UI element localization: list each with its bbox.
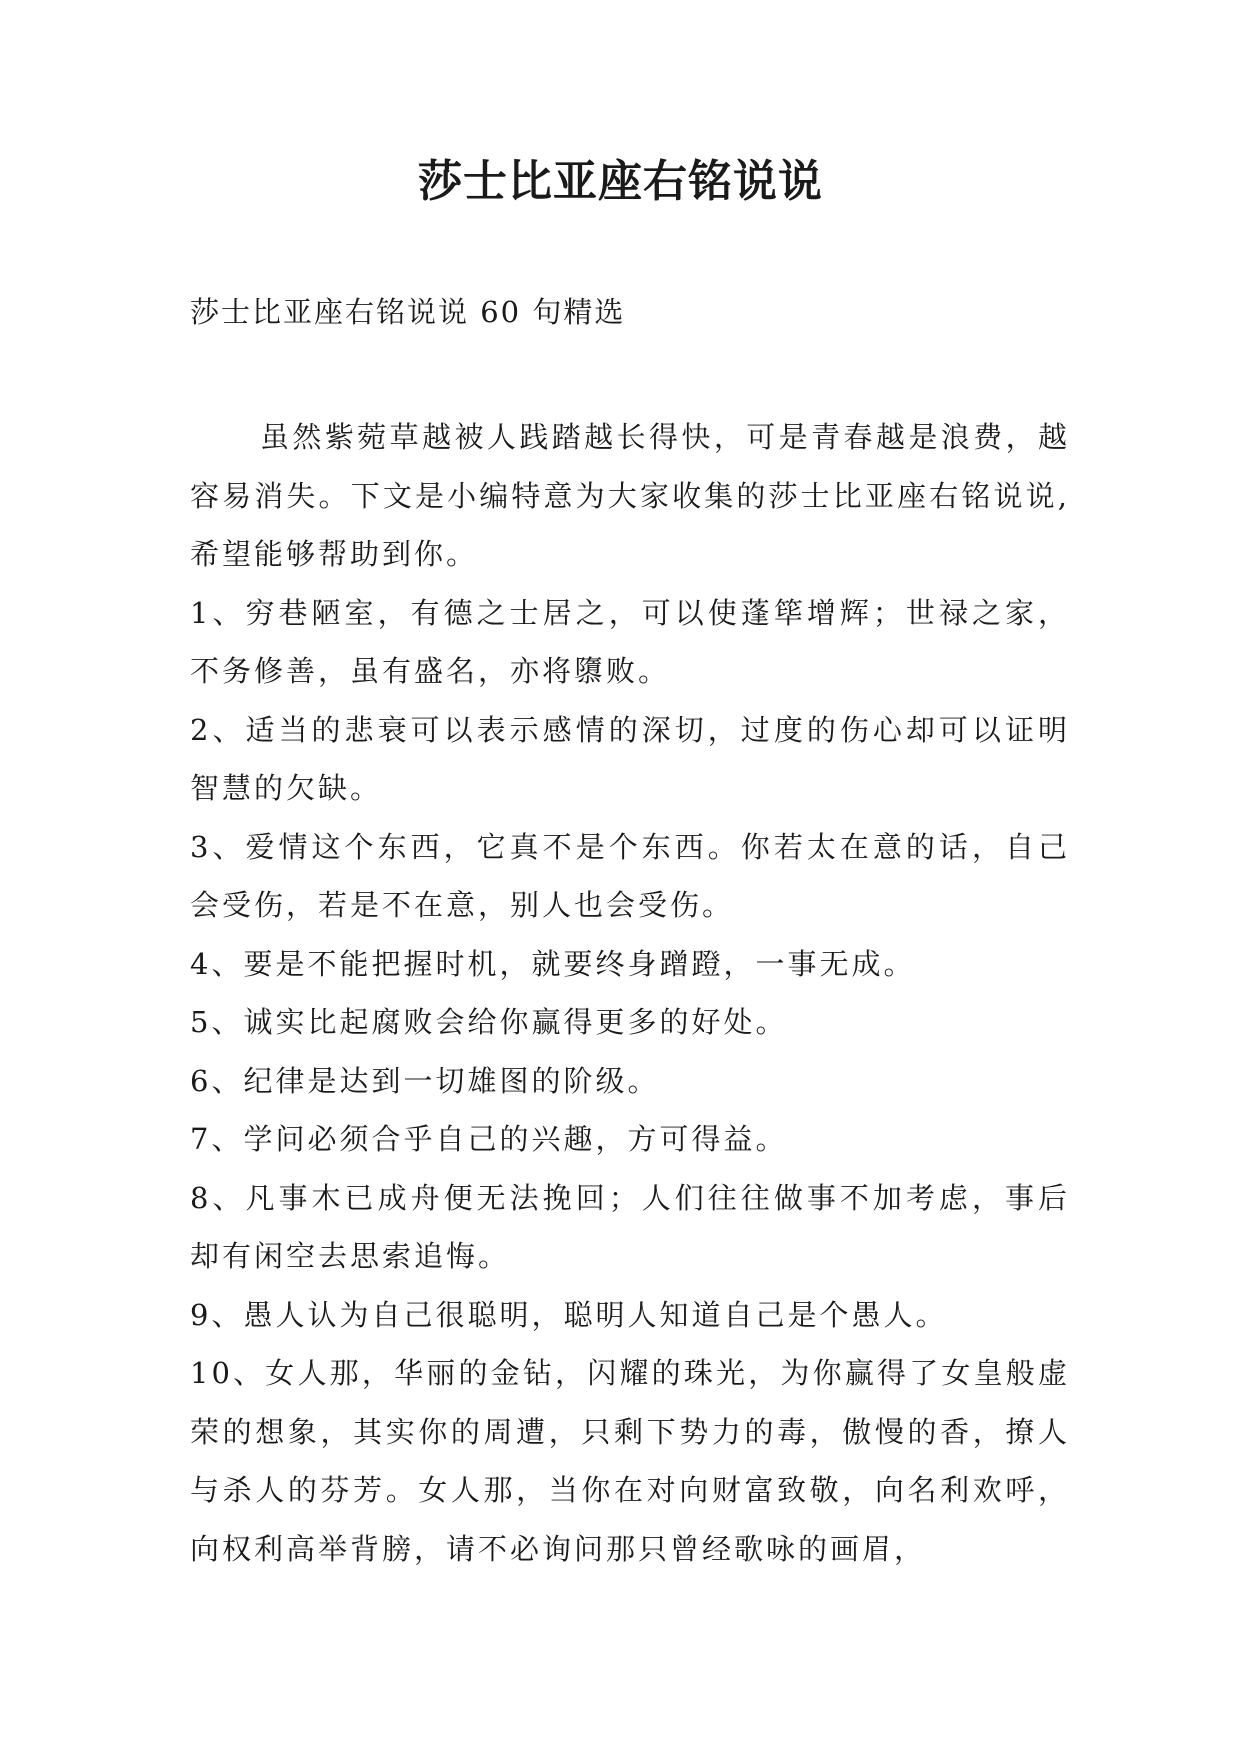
quote-item-8: 8、凡事木已成舟便无法挽回；人们往往做事不加考虑，事后却有闲空去思索追悔。 bbox=[190, 1180, 1070, 1273]
page-title: 莎士比亚座右铭说说 bbox=[418, 156, 823, 207]
quote-item-2: 2、适当的悲衰可以表示感情的深切，过度的伤心却可以证明智慧的欠缺。 bbox=[190, 712, 1070, 805]
quote-item-4: 4、要是不能把握时机，就要终身蹭蹬，一事无成。 bbox=[190, 946, 916, 981]
quote-item-9: 9、愚人认为自己很聪明，聪明人知道自己是个愚人。 bbox=[190, 1297, 948, 1332]
quote-item-6: 6、纪律是达到一切雄图的阶级。 bbox=[190, 1063, 660, 1098]
quote-item-5: 5、诚实比起腐败会给你赢得更多的好处。 bbox=[190, 1005, 788, 1039]
intro-paragraph: 虽然紫菀草越被人践踏越长得快，可是青春越是浪费，越容易消失。下文是小编特意为大家收集的莎士比亚座右铭说说,希望能够帮助到你。 bbox=[190, 420, 1070, 571]
document-body bbox=[190, 408, 1070, 1578]
quote-item-1: 1、穷巷陋室，有德之士居之，可以使蓬筚增辉；世禄之家，不务修善，虽有盛名，亦将隳败。 bbox=[190, 595, 1070, 688]
quote-item-10: 10、女人那，华丽的金钻，闪耀的珠光，为你赢得了女皇般虚荣的想象，其实你的周遭，只剩下势力的毒，傲慢的香，撩人与杀人的芬芳。女人那，当你在对向财富致敬，向名利欢呼，向权利高举背膀，请不必询问那只曾经歌咏的画眉， bbox=[190, 1356, 1070, 1566]
quote-item-3: 3、爱情这个东西，它真不是个东西。你若太在意的话，自己会受伤，若是不在意，别人也会受伤。 bbox=[190, 829, 1070, 922]
quote-item-7: 7、学问必须合乎自己的兴趣，方可得益。 bbox=[190, 1122, 788, 1156]
page-subtitle: 莎士比亚座右铭说说 60 句精选 bbox=[190, 295, 626, 329]
